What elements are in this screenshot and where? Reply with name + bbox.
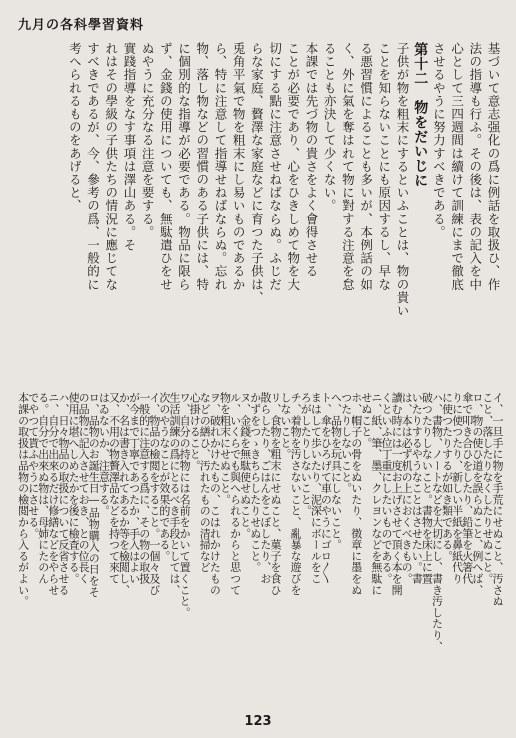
text-column: 考へられるものをあげると、	[67, 42, 83, 213]
text-column: ことを知らないことにも原因するし、早な	[376, 42, 392, 291]
list-item: 傘で叩き合ひをしたり、鉛筆を火箸代	[460, 392, 474, 585]
list-item: に使つたりするが如き類である。	[440, 392, 454, 562]
list-item: 次のやうなことが效果的である。	[157, 392, 171, 562]
text-column: ら、特に注意して指導せねばならぬ。忘れ	[212, 42, 228, 291]
list-item: 又、不用の物贅澤品などを持つて來て	[107, 392, 121, 585]
list-item: ヌ、金錢を無駄使せぬこと。	[238, 392, 252, 539]
upper-text-block	[62, 42, 502, 366]
list-item: は、本は必ず机の上におくべきもの。	[400, 392, 414, 585]
list-item: ロ、品物のお誕生日―品物購入の日をそ	[87, 392, 101, 598]
list-item: はゐないか、注意する。	[97, 392, 111, 517]
list-item: まはして歩いたり、泥深にボールをこ	[309, 392, 323, 585]
text-column: れはその學級の子供たちの情況に應じてな	[103, 42, 119, 291]
list-item: ニ、自分で出來るだけ修繕などをやらせ	[46, 392, 60, 596]
running-head: 九月の各科學習資料	[18, 18, 145, 33]
list-item: ろがしたりしないこと。	[299, 392, 313, 517]
text-column: ず、金錢の使用についても、無駄遣ひをせ	[158, 42, 174, 291]
list-item: こと、落したりなくしたりせぬこと。	[480, 392, 494, 585]
list-item: ニ、紙、筆、墨、クレヨンなどを無駄に	[369, 392, 383, 596]
text-column: る悪習慣によることも多いが、本例話の如	[358, 42, 374, 291]
list-item: しないこと。	[279, 392, 293, 460]
text-column: く、外に氣を奪はれて物に對する注意を怠	[340, 42, 356, 291]
text-column: に個別的な指導が必要である。物品に限ら	[176, 42, 192, 291]
text-column: 心として三四週間は續けて訓練にまで徹底	[449, 42, 465, 291]
list-item: リ、食物を粗末にせぬこと、菓子を食ひ	[268, 392, 282, 596]
list-item: ル、いくらでも與へられるからと思つて	[228, 392, 242, 596]
list-item: せぬこと。	[359, 392, 373, 449]
text-column: らな家庭、贅澤な家庭などに育つた子供は、	[249, 42, 265, 304]
list-item: 本課の取扱は品物の檢閲から入るがよい。	[16, 392, 30, 607]
section-heading: 第十二 物をだいじに	[412, 42, 429, 188]
list-item: か、名は書き入れてあるか等を檢閲し、	[117, 392, 131, 596]
lower-text-block	[14, 392, 502, 708]
text-column: させるやうに努力すべきである。	[431, 42, 447, 239]
text-column: 兎角平氣で物を粗末にし易いものであるか	[231, 42, 247, 291]
text-column: 實踐指導をなす事項は澤山ある。そ	[121, 42, 137, 252]
list-item: ヲ、破れかけたもの、こはれかけたもの	[208, 392, 222, 596]
list-item: イ、一旦手に物を手荒にせぬこと、汚さぬ	[491, 392, 504, 607]
list-item: チ、着物を汚さないこと、亂暴な遊びを	[289, 392, 303, 596]
list-item: ト、傘をひろげて車のやうにゴロ〱	[319, 392, 333, 584]
list-item: でやつて貰ふやうにさせる。	[26, 392, 40, 539]
list-item: つたりしないこと。	[339, 392, 353, 494]
list-item: 讀む時には一度お上げさせて頂く本を開	[390, 392, 404, 596]
text-column: 法の指導も行ふ。その後は、表の記入を中	[467, 42, 483, 291]
text-column: 切にする點に注意させねばならぬ。ふじだ	[267, 42, 283, 291]
list-item: 一般的に注意する爲に、その物の取扱	[137, 392, 151, 585]
list-item: イ、物品の檢閲をすること。一個々及び	[147, 392, 161, 596]
list-item: りに使つたり、新しい半紙を鼻紙代り	[450, 392, 464, 585]
list-item: の品物に記入させておき、との位長く	[77, 392, 91, 585]
text-column: 本課では先づ物の貴さをよく會得させる	[303, 42, 319, 278]
list-item: 散らしたり、ごはんをこぼしたり、お	[258, 392, 272, 585]
list-item: る。自分で出來ぬ物は、母姉にたのん	[36, 392, 50, 585]
text-column: すべきであるが、今、參考の爲、一般的に	[85, 42, 101, 291]
list-item: などの繕ひ、汚れたものの清掃など	[198, 392, 212, 573]
list-item: 物を粗末にせぬこと。	[218, 392, 232, 505]
list-item: かずをつゝきちらしたりせぬこと。	[248, 392, 262, 573]
text-column: ことが必要であり、心をひきしめて物を大	[285, 42, 301, 291]
page-number: 123	[244, 714, 272, 729]
list-item: ワ、自分の持物には名前をかいて置くこと。	[178, 392, 192, 618]
list-item: 破つたりしないこと。書物を床上に置	[420, 392, 434, 585]
list-item: ハ、書物、ノートなどを大切にし、書き汚したり、	[430, 392, 444, 652]
list-item: いたりするやうなことはさせたい。書	[410, 392, 424, 585]
list-item: ホ、帽子の骨をぬいたり、徴章に墨をぬ	[349, 392, 363, 596]
list-item: くといふ位丁重にしたいものである。	[379, 392, 393, 585]
text-column: 子供が物を粗末にするといふことは、物の貴い	[394, 42, 410, 318]
text-column: ることも亦決して少くない。	[322, 42, 338, 213]
list-item: ハ、日々物品の取扱について反省させる	[56, 392, 70, 596]
text-column: ぬやうに充分なる注意を要する。	[140, 42, 156, 239]
list-item: ロ、物の使ひ道を誤らぬこと、例へば、	[470, 392, 484, 596]
list-item: 使用に堪へしめたかを後に檢査する。	[67, 392, 81, 585]
list-item: へ、品物を玩具にしないこと。	[329, 392, 343, 551]
list-item: 生活訓練の爲にとるべき手段としては、	[168, 392, 181, 596]
text-column: 物、落し物などの習慣のある子供には、特	[194, 42, 210, 291]
list-item: が今まで丁寧であつたか、手入はよい	[127, 392, 141, 585]
list-item: 心掛けること。	[188, 392, 202, 472]
text-column: 基づいて意志强化の爲に例話を取扱ひ、作	[486, 42, 501, 291]
